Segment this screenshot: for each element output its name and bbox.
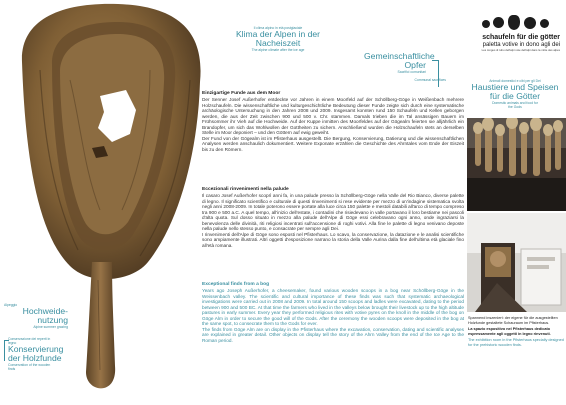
conservation-label-sub-it: Conservazione dei reperti in legno bbox=[8, 337, 51, 346]
logo-dot-icon bbox=[524, 17, 536, 29]
article-it-title: Eccezionali rinvenimenti nella palude bbox=[202, 187, 289, 192]
conservation-label-de: Konservierung der Holzfunde bbox=[8, 344, 64, 364]
article-it bbox=[202, 187, 464, 248]
brand-logo-icons bbox=[460, 14, 560, 34]
domestic-animals-label-it: Animali domestici e cibi per gli Dei bbox=[489, 79, 541, 83]
domestic-animals-label-de: Haustiere und Speisen für die Götter bbox=[471, 82, 559, 101]
display-case-illustration bbox=[467, 213, 566, 312]
article-en bbox=[202, 282, 464, 343]
conservation-label bbox=[8, 337, 74, 371]
offerings-label-en: Communal sacrifices bbox=[414, 78, 446, 82]
offerings-label-it: Sacrifici comunitari bbox=[397, 69, 426, 74]
conservation-label-sub-en: Conservation of the wooden finds bbox=[8, 363, 51, 372]
climate-label-sub-en: The alpine climate after the ice age bbox=[251, 47, 305, 52]
museum-display-illustration bbox=[467, 118, 566, 211]
logo-scoop-icon bbox=[508, 15, 520, 30]
pasture-label-de: Hochweide-nutzung bbox=[22, 306, 68, 325]
domestic-animals-label bbox=[470, 79, 560, 109]
article-de bbox=[202, 91, 464, 152]
conservation-arrow bbox=[4, 340, 9, 361]
brand-tagline: Les tonges di tubu dell'alpi vote dell'alpi dans la mitte des alpes bbox=[481, 48, 560, 52]
brand-title: schaufeln für die götter bbox=[482, 34, 560, 41]
photo-caption-en: The exhibition room in the Pfisterhaus specially designed for the prehistoric wooden finds. bbox=[468, 338, 564, 347]
article-de-p1: Der Senner Josef Außerhofer entdeckte vor Jahren in einem Moorfeld auf der Schöllberg-Göge in Weißenbach mehrere Holzschaufeln. Die wissenschaftliche und kulturgeschichtliche Bedeutung dieser Funde zeigte sich durch eine systematische archäologische Untersuchung in den Jahren 2008 und 2009. Insgesamt konnten rund 150 Schaufeln und Kellen geborgen werden, die aus der Zeit zwischen 900 und 500 v. Chr. stammen. Damals trieben die im Tal ansässigen Bauern im Frühsommer ihr Vieh auf die Hochweide. Auf der Kuppe inmitten des Moorfeldes auf der Gögealm feierten sie alljährlich ein Brandopfer, um sich das Wohlwollen der Gottheiten zu sichern. Anschließend wurden die Holzschaufeln stets an derselben Stelle im Moor deponiert – und den Göttern auf ewig geweiht. bbox=[202, 97, 464, 136]
climate-label bbox=[218, 26, 338, 52]
offerings-label-de: Gemeinschaftliche Opfer bbox=[364, 51, 435, 70]
photo-caption-de: Spannend inszeniert: der eigene für die ausgestellten Holzfunde gestaltete Schauraum im Pfisterhaus. bbox=[468, 316, 558, 325]
article-en-title: Exceptional finds from a bog bbox=[202, 282, 270, 287]
climate-label-sub-it: Il clima alpino in età postglaciale bbox=[253, 26, 303, 30]
logo-dot-icon bbox=[540, 19, 549, 28]
exhibition-photo-stand bbox=[467, 118, 566, 211]
pasture-label bbox=[4, 303, 68, 329]
photo-caption bbox=[468, 316, 564, 347]
climate-label-de: Klima der Alpen in der Nacheiszeit bbox=[235, 29, 321, 48]
logo-dot-icon bbox=[482, 20, 490, 28]
brand-block bbox=[460, 14, 560, 52]
offerings-label bbox=[336, 51, 435, 74]
offerings-arrow bbox=[432, 60, 439, 87]
article-en-p1: Years ago Joseph Außerhofer, a cheesemaker, found various wooden scoops in a bog near Schöllberg-Göge in the Weissenbach valley. The scientific and cultural importance of these finds was such that systematic archaeological investigations were carried out in 2008 and 2009. In total around 150 scoops and ladles were excavated, dating to the period between 900 and 500 BC. At that time the farmers who lived in the valleys below brought their livestock up to the high altitude pastures in early summer. Every year they performed religious rites with votive pyres on the knoll in the middle of the bog on Göge Alm in order to secure the good will of the Gods. After the ceremony the wooden scoops were deposited in the bog at the same spot, to consecrate them to the Gods for ever. bbox=[202, 288, 464, 327]
article-en-p2: The finds from Göge Alm are on display in the Pfisterhaus where the excavation, conservation, dating and scientific analyses are explained in greater detail. Other objects on display tell the story of the Ahrn Valley from the end of the Ice Age to the Roman period. bbox=[202, 326, 464, 343]
article-de-p2: Der Fund von der Gögealm ist im Pfisterhaus ausgestellt. Die Bergung, Konservierung, Datierung und die wissenschaftlichen Analysen werden anschaulich dokumentiert. Weitere Exponate erzählen die Geschichte des Ahrntales vom Ende der Eiszeit bis zu den Römern. bbox=[202, 135, 464, 152]
article-de-title: Einzigartige Funde aus dem Moor bbox=[202, 91, 281, 96]
pasture-label-sub-it: Alpeggio bbox=[4, 303, 18, 307]
article-it-p1: Il casaro Josef Außerhofer scoprì anni fa, in una palude presso la Schöllberg-Göge nella Valle del Rio Bianco, diverse palette di legno. Il significato scientifico e culturale di questi rinvenimenti si rese evidente per mezzo di un'indagine sistematica svolta negli anni 2008-2009. In totale poterono essere portate alla luce circa 150 palette e mestoli databili all'arco di tempo compreso tra 900 e 500 a.C. A quel tempo, all'inizio dell'estate, i contadini che risiedevano in valle portavano il loro bestiame nei pascoli d'alta quota. Sul dosso situato in mezzo alla palude dell'Alpe di Göge essi celebravano ogni anno, onde ingraziarsi la benevolenza delle divinità, riti religiosi incentrati sull'accensione di roghi votivi. Alla fine le palette di legno venivano deposte nella palude nello stesso punto, e consacrate per sempre agli Dei. bbox=[202, 193, 464, 232]
brand-subtitle: paletta votive in dono agli dei bbox=[482, 42, 560, 48]
exhibition-photo-case bbox=[467, 213, 566, 312]
logo-dot-icon bbox=[493, 17, 504, 28]
domestic-animals-label-en: Domestic animals and food for the Gods bbox=[492, 100, 538, 109]
article-it-p2: I rinvenimenti dell'Alpe di Göge sono esposti nel Pfisterhaus. Lo scavo, la conservazione, la datazione e le analisi scientifiche sono ampiamente illustrati. Altri oggetti d'esposizione narrano la storia della Valle Aurina dalla fine dell'ultima età glaciale fino all'età romana. bbox=[202, 231, 464, 248]
pasture-label-sub-en: Alpine summer grazing bbox=[33, 324, 68, 329]
photo-caption-it: La spazio espositivo nel Pfisterhaus dedicato espressamente agli oggetti in legno rinvenuti. bbox=[468, 327, 551, 336]
